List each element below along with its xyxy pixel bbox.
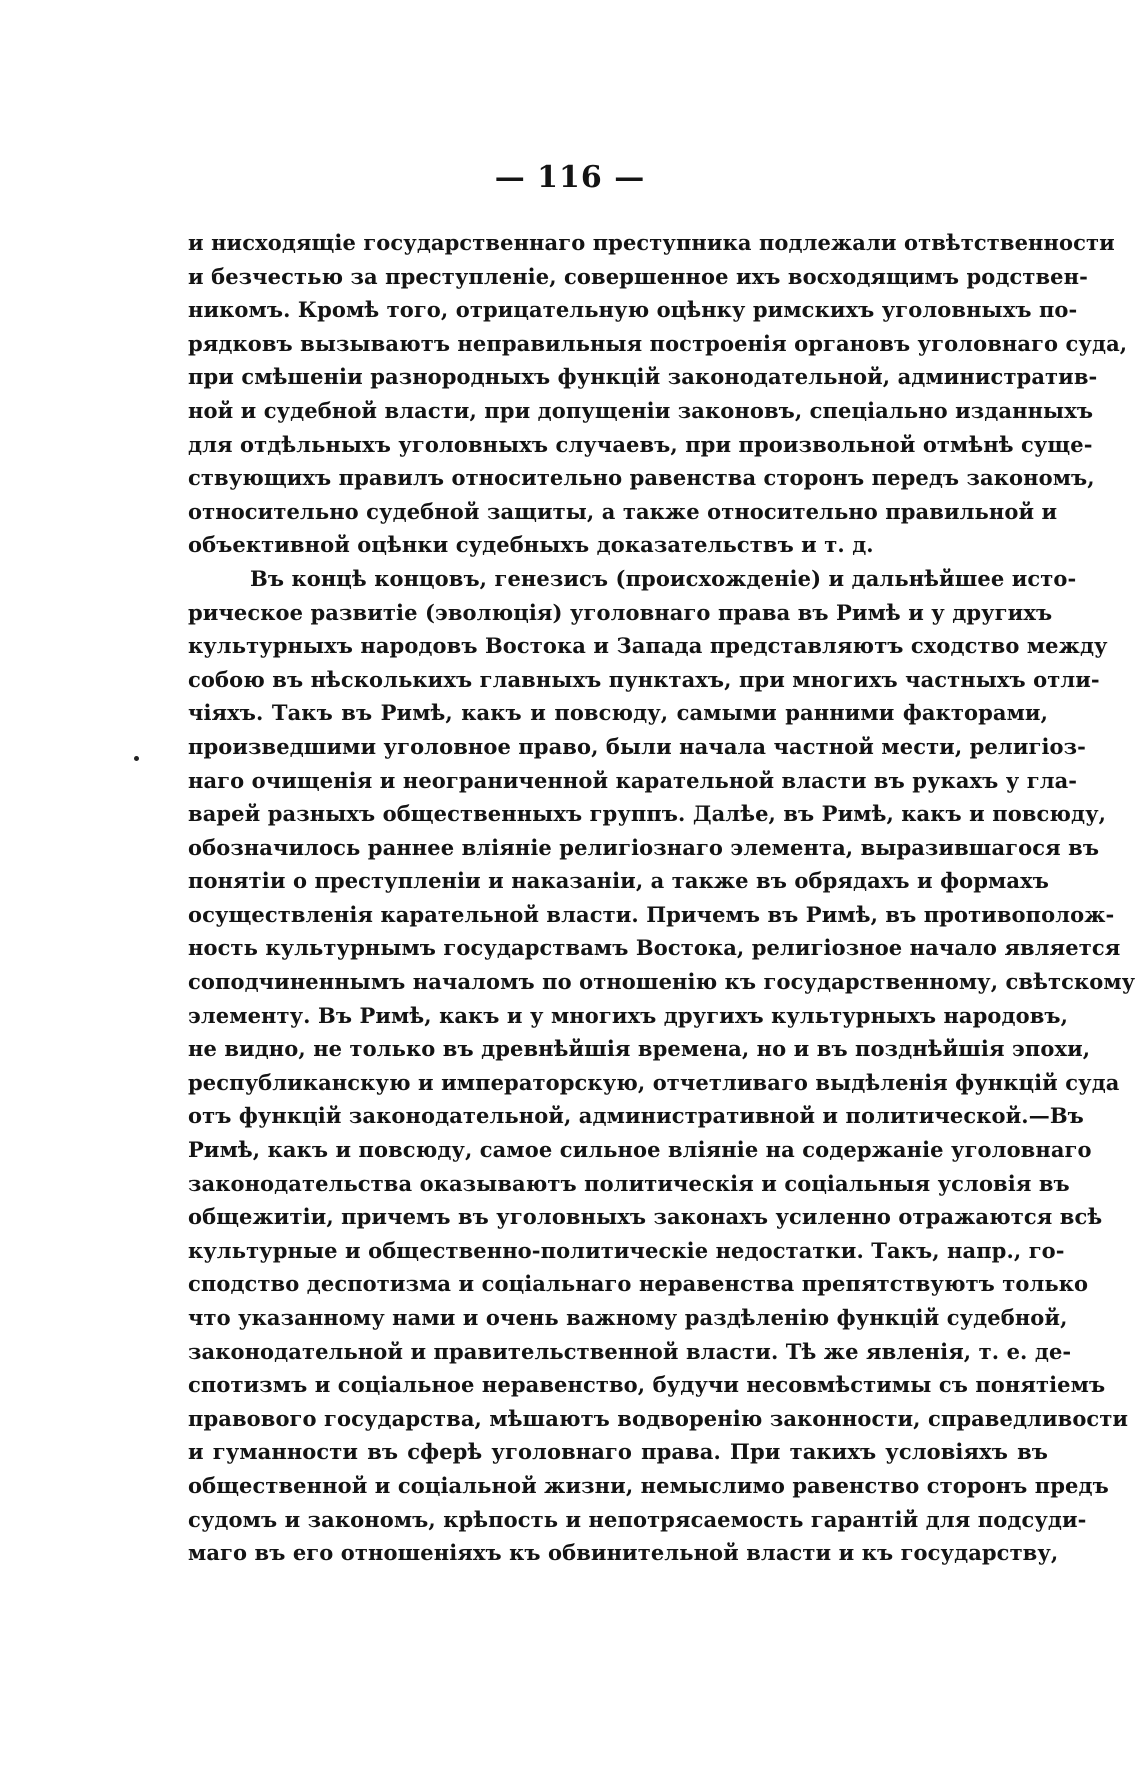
text-line: общежитіи, причемъ въ уголовныхъ законахъ усиленно отражаются всѣ — [188, 1204, 1103, 1230]
text-line: рядковъ вызываютъ неправильныя построенія органовъ уголовнаго суда, — [188, 330, 1128, 356]
text-line: и безчестью за преступленіе, совершенное ихъ восходящимъ родствен- — [188, 263, 1088, 289]
text-line: отъ функцій законодательной, административной и политической.—Въ — [188, 1103, 1084, 1129]
text-line: ность культурнымъ государствамъ Востока, религіозное начало является — [188, 935, 1121, 961]
text-line: культурныхъ народовъ Востока и Запада представляютъ сходство между — [188, 633, 1108, 659]
text-line: осуществленія карательной власти. Причемъ въ Римѣ, въ противополож- — [188, 901, 1115, 927]
text-line: и гуманности въ сферѣ уголовнаго права. При такихъ условіяхъ въ — [188, 1439, 1048, 1465]
text-line: объективной оцѣнки судебныхъ доказательствъ и т. д. — [188, 532, 874, 558]
text-line: наго очищенія и неограниченной карательной власти въ рукахъ у гла- — [188, 767, 1078, 793]
text-line: собою въ нѣсколькихъ главныхъ пунктахъ, при многихъ частныхъ отли- — [188, 666, 1100, 692]
text-line: никомъ. Кромѣ того, отрицательную оцѣнку римскихъ уголовныхъ по- — [188, 297, 1078, 323]
text-line: правового государства, мѣшаютъ водворенію законности, справедливости — [188, 1405, 1129, 1431]
text-line: варей разныхъ общественныхъ группъ. Далѣе, въ Римѣ, какъ и повсюду, — [188, 801, 1107, 827]
text-line: произведшими уголовное право, были начала частной мести, религіоз- — [188, 733, 1086, 759]
text-line: соподчиненнымъ началомъ по отношенію къ государственному, свѣтскому — [188, 969, 1136, 995]
text-line: культурные и общественно-политическіе недостатки. Такъ, напр., го- — [188, 1237, 1065, 1263]
paragraph-start-line: Въ концѣ концовъ, генезисъ (происхожденіе) и дальнѣйшее исто- — [250, 565, 1077, 591]
text-line: не видно, не только въ древнѣйшія времена, но и въ позднѣйшія эпохи, — [188, 1036, 1091, 1062]
text-line: сподство деспотизма и соціальнаго неравенства препятствуютъ только — [188, 1271, 1089, 1297]
text-line: ной и судебной власти, при допущеніи законовъ, спеціально изданныхъ — [188, 397, 1094, 423]
text-line: судомъ и закономъ, крѣпость и непотрясаемость гарантій для подсуди- — [188, 1506, 1087, 1532]
text-line: законодательной и правительственной власти. Тѣ же явленія, т. е. де- — [188, 1338, 1072, 1364]
text-line: обозначилось раннее вліяніе религіознаго элемента, выразившагося въ — [188, 834, 1100, 860]
text-line: Римѣ, какъ и повсюду, самое сильное вліяніе на содержаніе уголовнаго — [188, 1137, 1092, 1163]
text-line: чіяхъ. Такъ въ Римѣ, какъ и повсюду, самыми ранними факторами, — [188, 700, 1048, 726]
text-line: республиканскую и императорскую, отчетливаго выдѣленія функцій суда — [188, 1069, 1120, 1095]
text-line: и нисходящіе государственнаго преступника подлежали отвѣтственности — [188, 230, 1115, 255]
text-line: понятіи о преступленіи и наказаніи, а также въ обрядахъ и формахъ — [188, 868, 1049, 894]
text-line: спотизмъ и соціальное неравенство, будучи несовмѣстимы съ понятіемъ — [188, 1372, 1106, 1398]
page-number: — 116 — — [494, 160, 646, 195]
text-line: при смѣшеніи разнородныхъ функцій законодательной, административ- — [188, 364, 1098, 390]
text-line: маго въ его отношеніяхъ къ обвинительной власти и къ государству, — [188, 1540, 1059, 1566]
body-text — [188, 226, 1136, 1570]
text-line: что указанному нами и очень важному раздѣленію функцій судебной, — [188, 1305, 1068, 1330]
text-line: общественной и соціальной жизни, немыслимо равенство сторонъ предъ — [188, 1472, 1109, 1498]
text-line: относительно судебной защиты, а также относительно правильной и — [188, 498, 1058, 524]
text-line: ствующихъ правилъ относительно равенства сторонъ передъ закономъ, — [188, 465, 1095, 491]
text-line: элементу. Въ Римѣ, какъ и у многихъ другихъ культурныхъ народовъ, — [188, 1002, 1069, 1028]
text-line: законодательства оказываютъ политическія и соціальныя условія въ — [188, 1170, 1070, 1196]
text-line: для отдѣльныхъ уголовныхъ случаевъ, при произвольной отмѣнѣ суще- — [188, 431, 1093, 457]
margin-mark — [134, 756, 139, 761]
text-line: рическое развитіе (эволюція) уголовнаго права въ Римѣ и у другихъ — [188, 599, 1053, 625]
